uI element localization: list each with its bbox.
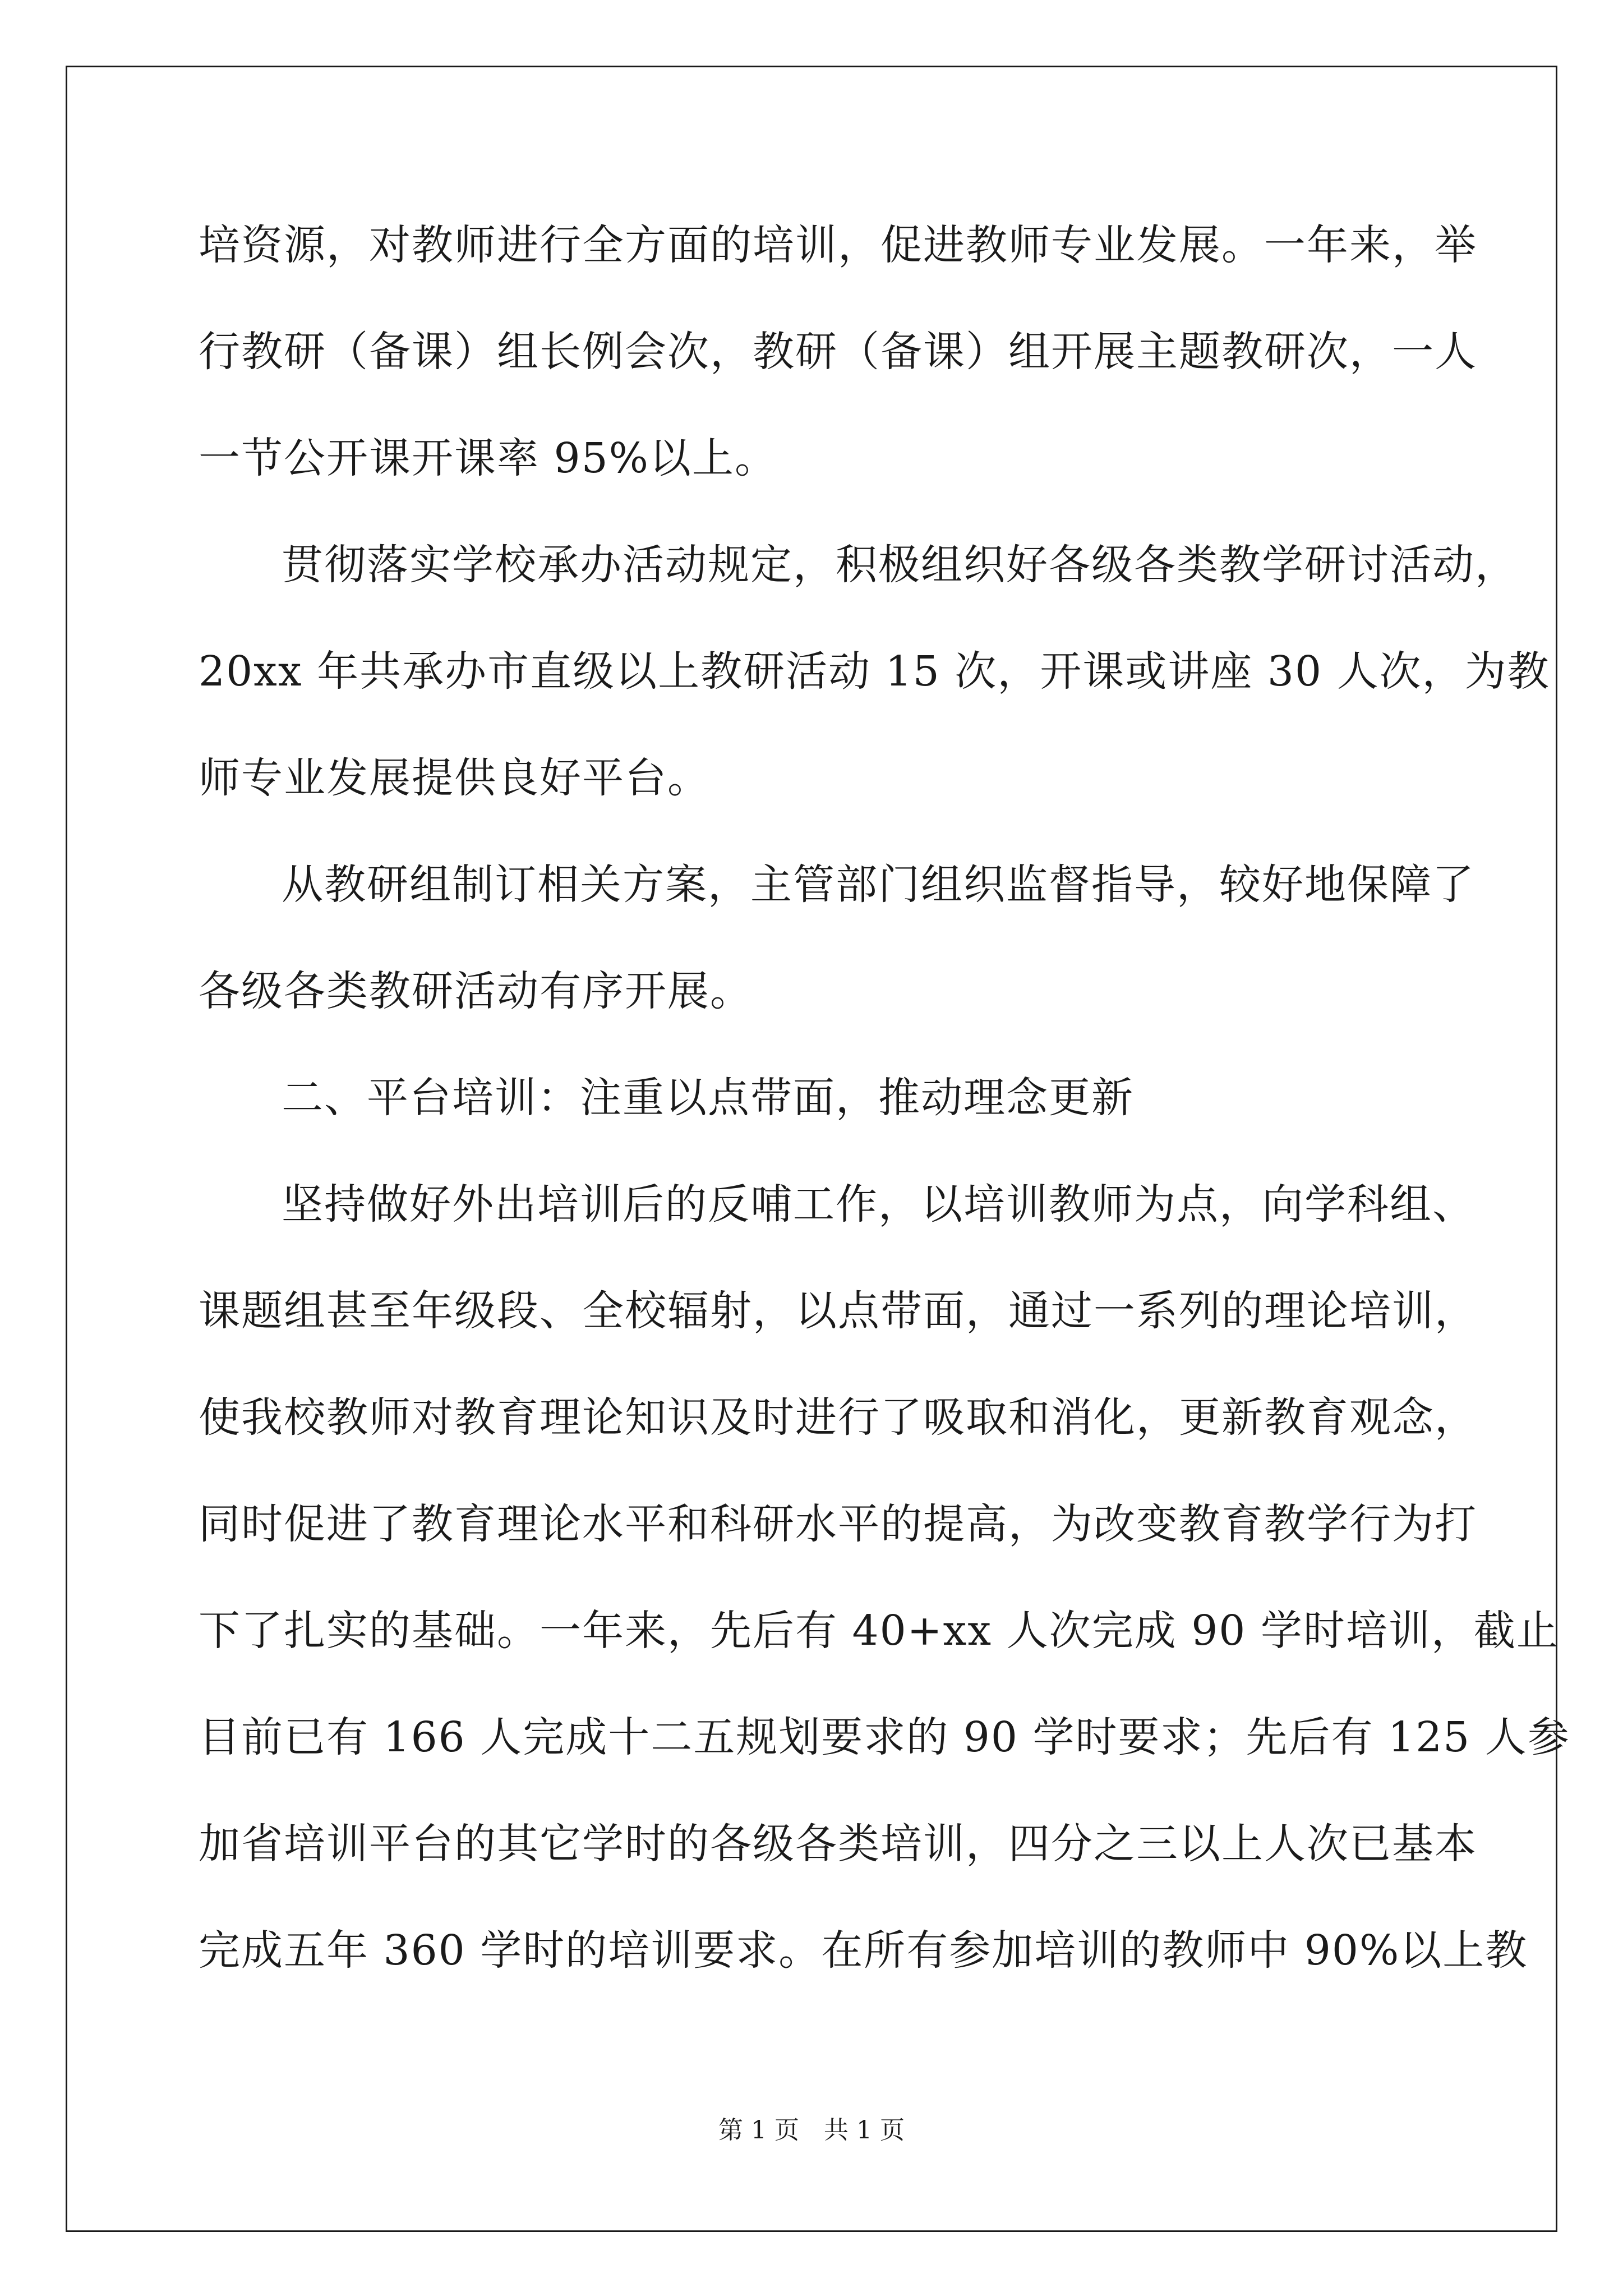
text-line: 同时促进了教育理论水平和科研水平的提高，为改变教育教学行为打 bbox=[199, 1500, 1477, 1548]
paragraph-start-line: 从教研组制订相关方案，主管部门组织监督指导，较好地保障了 bbox=[282, 861, 1475, 909]
text-line: 师专业发展提供良好平台。 bbox=[199, 754, 710, 802]
text-line: 行教研（备课）组长例会次，教研（备课）组开展主题教研次，一人 bbox=[199, 328, 1477, 376]
paragraph-start-line: 贯彻落实学校承办活动规定，积极组织好各级各类教学研讨活动， bbox=[282, 541, 1518, 589]
text-line: 下了扎实的基础。一年来，先后有 40+xx 人次完成 90 学时培训，截止 bbox=[199, 1607, 1559, 1655]
text-line: 使我校教师对教育理论知识及时进行了吸取和消化，更新教育观念， bbox=[199, 1393, 1477, 1442]
paragraph-start-line: 坚持做好外出培训后的反哺工作，以培训教师为点，向学科组、 bbox=[282, 1180, 1475, 1228]
text-line: 课题组甚至年级段、全校辐射，以点带面，通过一系列的理论培训， bbox=[199, 1287, 1477, 1335]
text-line: 各级各类教研活动有序开展。 bbox=[199, 967, 753, 1015]
section-heading: 二、平台培训：注重以点带面，推动理念更新 bbox=[282, 1074, 1134, 1122]
text-line: 一节公开课开课率 95%以上。 bbox=[199, 434, 777, 482]
text-line: 加省培训平台的其它学时的各级各类培训，四分之三以上人次已基本 bbox=[199, 1820, 1477, 1868]
text-line: 完成五年 360 学时的培训要求。在所有参加培训的教师中 90%以上教 bbox=[199, 1926, 1528, 1975]
text-line: 培资源，对教师进行全方面的培训，促进教师专业发展。一年来，举 bbox=[199, 221, 1477, 269]
page-border bbox=[66, 66, 1557, 2232]
page-number-footer: 第 1 页 共 1 页 bbox=[718, 2116, 905, 2145]
text-line: 20xx 年共承办市直级以上教研活动 15 次，开课或讲座 30 人次，为教 bbox=[199, 647, 1550, 696]
text-line: 目前已有 166 人完成十二五规划要求的 90 学时要求；先后有 125 人参 bbox=[199, 1713, 1570, 1761]
